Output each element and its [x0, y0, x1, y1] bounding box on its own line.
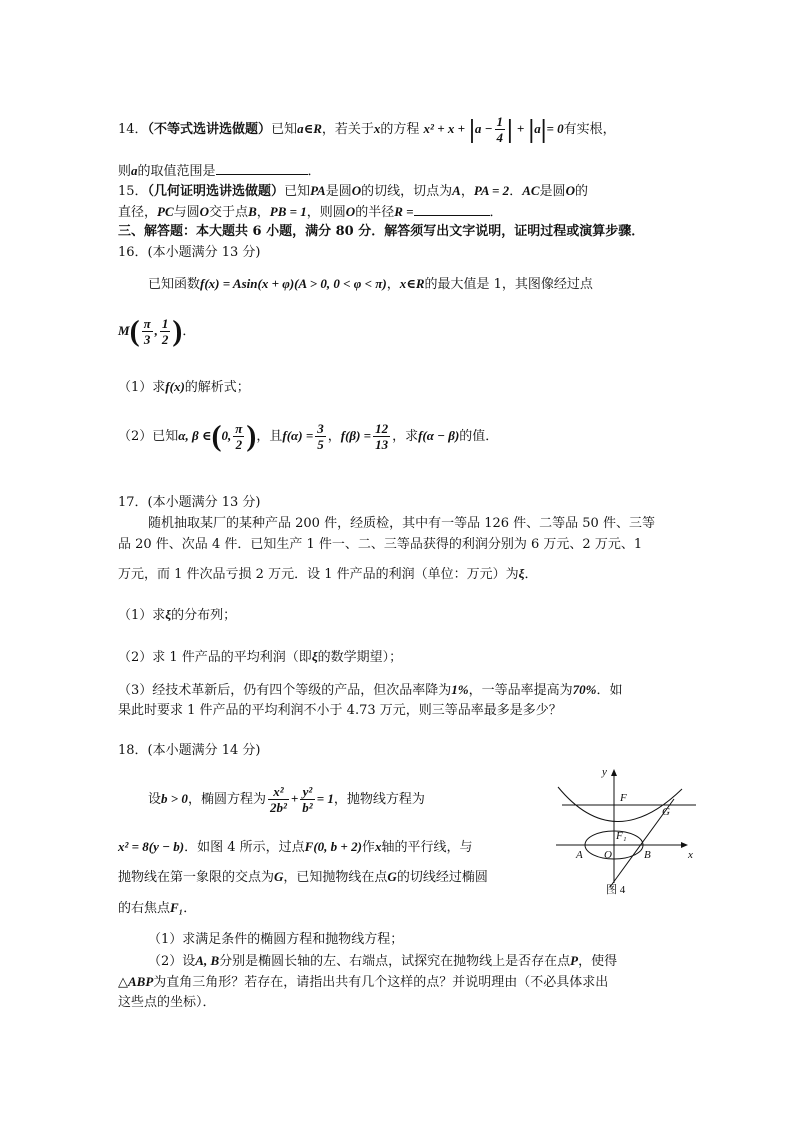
text: 已知	[284, 184, 311, 199]
text: 万元，而 1 件次品亏损 2 万元．设 1 件产品的利润（单位：万元）为	[118, 567, 519, 582]
fraction-quarter	[495, 114, 506, 145]
math: AC	[522, 183, 540, 198]
q15-line-1	[118, 182, 588, 201]
math: a	[534, 121, 541, 136]
q18-header: 18．(本小题满分 14 分)	[118, 743, 261, 758]
triangle-symbol: △	[118, 975, 128, 990]
text: ．如图 4 所示，过点	[184, 840, 305, 855]
text: 作	[361, 840, 375, 855]
text: （1）求	[118, 608, 166, 623]
math: B	[248, 204, 257, 219]
label-O: O	[604, 849, 612, 861]
math: f(β) =	[340, 428, 372, 443]
abs-bar: |	[528, 114, 535, 144]
den: 4	[496, 130, 504, 145]
math: x² = 8(y − b)	[118, 839, 185, 854]
text: ，若关于	[321, 122, 374, 137]
q14-line-1	[118, 114, 616, 145]
den: 2b²	[269, 800, 287, 815]
math: ξ	[165, 607, 172, 622]
text: ．	[524, 567, 538, 582]
math: x	[374, 839, 382, 854]
num: x²	[268, 784, 289, 800]
num: 1	[161, 316, 169, 331]
math: ξ	[518, 566, 525, 581]
math: 1%	[451, 682, 469, 697]
math: ABP	[128, 974, 154, 989]
label-y: y	[602, 766, 607, 778]
den: 2	[235, 437, 243, 452]
paren: )	[246, 419, 257, 453]
text: （2）设	[148, 954, 196, 969]
text: （1）求	[118, 380, 166, 395]
q14-line-2	[118, 162, 321, 181]
q16-line-1	[148, 275, 593, 294]
q16-part-1	[118, 378, 250, 397]
text: 交于点	[209, 205, 249, 220]
text: ，求	[392, 429, 419, 444]
text: ．如	[596, 683, 623, 698]
text: ．	[183, 901, 197, 916]
fraction	[268, 784, 289, 815]
text: 的最大值是 1，其图像经过点	[424, 277, 593, 292]
text: 的右焦点	[118, 901, 171, 916]
math: G	[387, 869, 397, 884]
text: 是圆	[325, 184, 352, 199]
text: 与圆	[173, 205, 200, 220]
paren: )	[172, 314, 183, 348]
math: 0,	[221, 428, 232, 443]
math: f(α − β)	[418, 428, 460, 443]
math: PB = 1	[269, 204, 307, 219]
math: O	[565, 183, 575, 198]
math: x∈R	[399, 276, 425, 291]
math: a −	[474, 121, 493, 136]
text: ．	[307, 164, 321, 179]
label-B: B	[644, 849, 651, 861]
label-A: A	[576, 849, 583, 861]
q16-header: 16．(本小题满分 13 分)	[118, 245, 261, 260]
text: 有实根，	[563, 122, 616, 137]
text: 的数学期望）；	[317, 650, 403, 665]
label-F: F	[620, 792, 627, 804]
num: π	[235, 421, 243, 436]
paren: (	[211, 419, 222, 453]
text: 分别是椭圆长轴的左、右端点，试探究在抛物线上是否存在点	[219, 954, 571, 969]
math: α, β ∈	[178, 428, 212, 443]
q17-part-1	[118, 606, 236, 625]
label-x: x	[688, 849, 693, 861]
figure-4-diagram	[548, 765, 700, 897]
math: A	[452, 183, 461, 198]
text: ，抛物线方程为	[333, 792, 425, 807]
math: +	[290, 791, 299, 806]
math: F(0, b + 2)	[304, 839, 362, 854]
text: 的取值范围是	[137, 164, 216, 179]
q15-number: 15．	[118, 184, 148, 199]
fraction	[315, 421, 326, 452]
q18-line-4	[118, 899, 196, 918]
math: O	[199, 204, 210, 219]
text: ．	[509, 184, 523, 199]
answer-blank[interactable]	[414, 203, 490, 216]
q18-part-2-line-2	[118, 973, 608, 992]
q18-part-2	[148, 952, 617, 971]
text: 轴的平行线，与	[381, 840, 473, 855]
q15-line-2	[118, 203, 503, 222]
den: 3	[143, 332, 151, 347]
text: 的方程	[380, 122, 420, 137]
x-axis-arrow-icon	[681, 842, 688, 848]
q18-part-1: （1）求满足条件的椭圆方程和抛物线方程；	[148, 932, 404, 947]
text: （2）已知	[118, 429, 179, 444]
den: 2	[161, 332, 169, 347]
q17-header: 17．(本小题满分 13 分)	[118, 495, 261, 510]
math: = 1	[316, 791, 334, 806]
text: ，椭圆方程为	[187, 792, 266, 807]
text: ，则圆	[306, 205, 346, 220]
math: PA	[310, 183, 326, 198]
q18-line-3	[118, 868, 488, 887]
math: a	[131, 163, 138, 178]
q18-line-1	[148, 784, 425, 815]
math: 70%	[572, 682, 597, 697]
text: （3）经技术革新后，仍有四个等级的产品，但次品率降为	[118, 683, 452, 698]
text: 是圆	[539, 184, 566, 199]
math: R =	[394, 204, 414, 219]
section-heading: 三、解答题：本大题共 6 小题，满分 80 分．解答须写出文字说明，证明过程或演算步骤．	[118, 224, 645, 239]
q18-line-2	[118, 838, 472, 857]
math: PC	[157, 204, 174, 219]
abs-bar: |	[469, 114, 475, 144]
math: a∈R	[297, 121, 322, 136]
math: f(α) =	[282, 428, 314, 443]
text: ，	[386, 277, 400, 292]
label-F1: F₁	[616, 830, 627, 842]
text: 已知函数	[148, 277, 201, 292]
math: PA = 2	[473, 183, 510, 198]
math: O	[351, 183, 362, 198]
text: 的	[574, 184, 588, 199]
fraction	[233, 421, 244, 452]
figure-caption: 图 4	[606, 884, 626, 896]
math: F₁	[170, 900, 184, 915]
q18-part-2-line-3: 这些点的坐标）．	[118, 995, 216, 1010]
text: 抛物线在第一象限的交点为	[118, 870, 275, 885]
math: b > 0	[161, 791, 188, 806]
text: 的分布列；	[171, 608, 237, 623]
math: x² + x +	[423, 121, 466, 136]
q17-line-1: 随机抽取某厂的某种产品 200 件，经质检，其中有一等品 126 件、二等品 50 件、三等	[148, 516, 655, 531]
den: b²	[302, 800, 313, 815]
num: 1	[496, 114, 504, 129]
label-G: G	[662, 806, 670, 818]
answer-blank[interactable]	[216, 162, 308, 175]
figure-4	[548, 765, 700, 897]
math: ,	[154, 323, 158, 338]
q14-tag: （不等式选讲选做题）	[147, 122, 272, 137]
math: f(x)	[165, 379, 185, 394]
text: ，已知抛物线在点	[283, 870, 388, 885]
text: 为直角三角形？若存在，请指出共有几个这样的点？并说明理由（不必具体求出	[153, 975, 609, 990]
den: 13	[375, 437, 389, 452]
abs-bar: |	[507, 114, 513, 144]
abs-bar: |	[540, 114, 547, 144]
math: = 0	[546, 121, 564, 136]
math: +	[516, 121, 525, 136]
q15-tag: （几何证明选讲选做题）	[147, 184, 285, 199]
q16-part-2	[118, 421, 498, 452]
text: （2）求 1 件产品的平均利润（即	[118, 650, 312, 665]
text: 已知	[271, 122, 298, 137]
text: 的半径	[355, 205, 395, 220]
fraction	[373, 421, 390, 452]
fraction	[300, 784, 314, 815]
q16-point-M	[118, 316, 195, 347]
y-axis-arrow-icon	[611, 769, 617, 776]
text: ，一等品率提高为	[468, 683, 573, 698]
q17-line-2: 品 20 件、次品 4 件．已知生产 1 件一、二、三等品获得的利润分别为 6 万元、2 万元、1	[118, 537, 643, 552]
text: ，	[460, 184, 474, 199]
text: 设	[148, 792, 162, 807]
text: ，	[327, 429, 341, 444]
math: x	[373, 121, 381, 136]
text: ，使得	[578, 954, 618, 969]
q17-line-3	[118, 565, 537, 584]
paren: (	[129, 314, 140, 348]
fraction	[142, 316, 153, 347]
text: 直径，	[118, 205, 158, 220]
num: 12	[375, 421, 389, 436]
math: O	[345, 204, 356, 219]
text: 的解析式；	[184, 380, 250, 395]
num: y²	[300, 784, 314, 800]
math: P	[570, 953, 579, 968]
text: 则	[118, 164, 132, 179]
num: 3	[317, 421, 324, 436]
text: ，且	[256, 429, 283, 444]
text: 的切线，切点为	[361, 184, 453, 199]
num: π	[143, 316, 151, 331]
q17-part-2	[118, 648, 402, 667]
text: 的值．	[459, 429, 499, 444]
text: ．	[182, 324, 196, 339]
q17-part-3	[118, 681, 623, 700]
text: ．	[489, 205, 503, 220]
text: ，	[256, 205, 270, 220]
den: 5	[317, 437, 324, 452]
math: ξ	[311, 649, 318, 664]
fraction	[160, 316, 171, 347]
text: 的切线经过椭圆	[396, 870, 488, 885]
math: M	[118, 323, 130, 338]
math: f(x) = Asin(x + φ)(A > 0, 0 < φ < π)	[200, 276, 387, 291]
q17-part-3-line-2: 果此时要求 1 件产品的平均利润不小于 4.73 万元，则三等品率最多是多少？	[118, 703, 562, 718]
q14-number: 14．	[118, 122, 148, 137]
math: G	[274, 869, 284, 884]
math: A, B	[195, 953, 220, 968]
